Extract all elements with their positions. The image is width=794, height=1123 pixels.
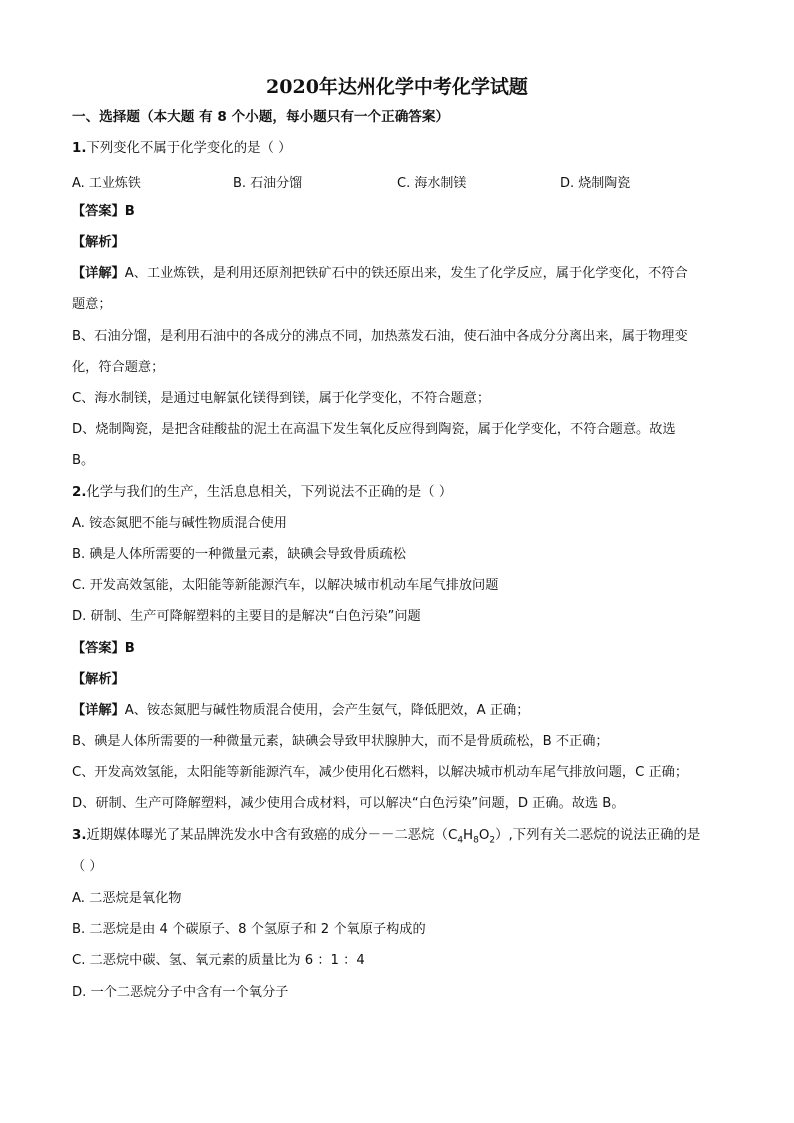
subscript: 8 — [473, 835, 479, 846]
q2-detail-line: D、研制、生产可降解塑料，减少使用合成材料，可以解决“白色污染”问题，D 正确。故选 B。 — [72, 796, 625, 811]
q2-detail-line: C、开发高效氢能，太阳能等新能源汽车，减少使用化石燃料，以解决城市机动车尾气排放问题，C 正确； — [72, 765, 689, 780]
q2-analysis-label: 【解析】 — [72, 672, 125, 687]
subscript: 4 — [457, 835, 464, 846]
question-3-bracket: （ ） — [72, 859, 103, 874]
formula-part: H — [463, 828, 474, 843]
q2-detail-line — [72, 702, 529, 720]
page-title: 2020年达州化学中考化学试题 — [266, 76, 528, 98]
q3-option-d: D. 一个二恶烷分子中含有一个氧分子 — [72, 985, 289, 1000]
detail-text: A、工业炼铁，是利用还原剂把铁矿石中的铁还原出来，发生了化学反应，属于化学变化，不符合 — [124, 266, 688, 281]
detail-text: A、铵态氮肥与碱性物质混合使用，会产生氨气，降低肥效，A 正确； — [124, 703, 530, 718]
q1-option-d: D. 烧制陶瓷 — [560, 176, 631, 191]
question-1 — [72, 140, 292, 158]
q1-detail-line: 化，符合题意； — [72, 360, 165, 375]
formula-part: O — [478, 828, 490, 843]
answer-label: 【答案】 — [72, 641, 125, 656]
q1-detail-line: 题意； — [72, 297, 112, 312]
q1-detail-line: C、海水制镁，是通过电解氯化镁得到镁，属于化学变化，不符合题意； — [72, 391, 491, 406]
q3-option-a: A. 二恶烷是氧化物 — [72, 891, 182, 906]
q2-option-c: C. 开发高效氢能，太阳能等新能源汽车，以解决城市机动车尾气排放问题 — [72, 578, 499, 593]
q1-detail-line: D、烧制陶瓷，是把含硅酸盐的泥土在高温下发生氧化反应得到陶瓷，属于化学变化，不符合题意。故选 — [72, 422, 676, 437]
q1-analysis-label: 【解析】 — [72, 235, 125, 250]
q2-option-a: A. 铵态氮肥不能与碱性物质混合使用 — [72, 516, 287, 531]
question-number: 2. — [72, 485, 87, 500]
q1-option-b: B. 石油分馏 — [233, 176, 303, 191]
question-stem: 化学与我们的生产，生活息息相关，下列说法不正确的是（ ） — [86, 485, 453, 500]
q3-option-b: B. 二恶烷是由 4 个碳原子、8 个氢原子和 2 个氧原子构成的 — [72, 922, 426, 937]
q1-option-a: A. 工业炼铁 — [72, 176, 141, 191]
detail-label: 【详解】 — [72, 703, 125, 718]
question-3 — [72, 827, 700, 850]
q1-detail-line: B、石油分馏，是利用石油中的各成分的沸点不同，加热蒸发石油，使石油中各成分分离出来，属于物理变 — [72, 329, 688, 344]
q2-option-d: D. 研制、生产可降解塑料的主要目的是解决“白色污染”问题 — [72, 609, 421, 624]
question-stem: 近期媒体曝光了某品牌洗发水中含有致癌的成分－－二恶烷（C — [86, 828, 458, 843]
section-heading: 一、选择题（本大题 有 8 个小题，每小题只有一个正确答案） — [72, 109, 450, 125]
question-stem: 下列变化不属于化学变化的是（ ） — [86, 141, 292, 156]
detail-label: 【详解】 — [72, 266, 125, 281]
answer-value: B — [124, 204, 135, 219]
q1-detail-line: B。 — [72, 453, 95, 468]
answer-value: B — [124, 641, 135, 656]
q2-option-b: B. 碘是人体所需要的一种微量元素，缺碘会导致骨质疏松 — [72, 547, 406, 562]
question-number: 3. — [72, 828, 87, 843]
question-stem-cont: ）,下列有关二恶烷的说法正确的是 — [495, 828, 701, 843]
q1-option-c: C. 海水制镁 — [397, 176, 467, 191]
q2-detail-line: B、碘是人体所需要的一种微量元素，缺碘会导致甲状腺肿大，而不是骨质疏松，B 不正确； — [72, 734, 609, 749]
subscript: 2 — [489, 835, 496, 846]
q1-detail-line — [72, 265, 688, 283]
question-number: 1. — [72, 141, 87, 156]
question-2 — [72, 484, 452, 502]
q3-option-c: C. 二恶烷中碳、氢、氧元素的质量比为 6 ：1 ：4 — [72, 953, 365, 968]
answer-label: 【答案】 — [72, 204, 125, 219]
q2-answer — [72, 640, 135, 658]
q1-answer — [72, 203, 135, 221]
